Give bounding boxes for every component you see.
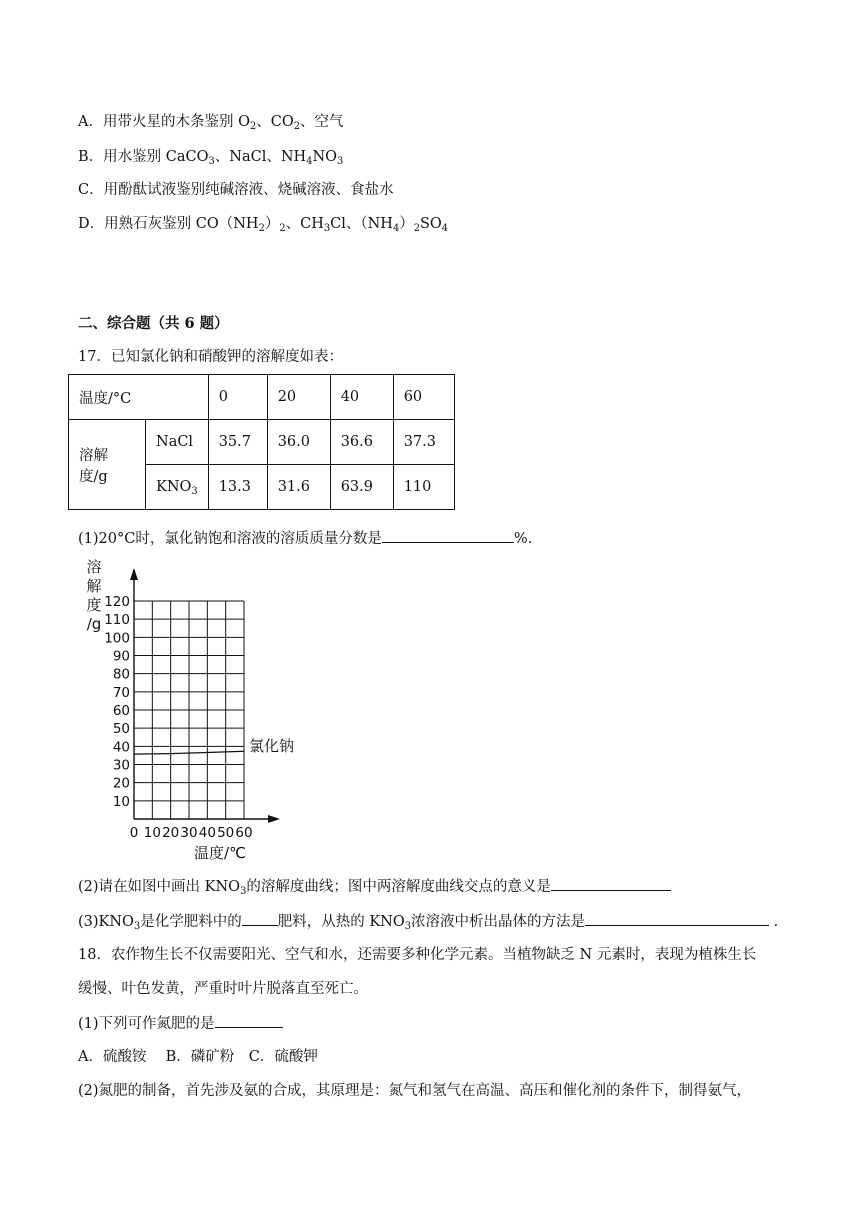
question-18-part-1: (1)下列可作氮肥的是 — [78, 1013, 283, 1034]
x-axis-label: 温度/℃ — [194, 844, 246, 862]
option-d: D．用熟石灰鉴别 $CO(NH_2)_2$、$CH_3Cl$、$(NH_4)_2SO_4$ — [78, 216, 449, 234]
y-axis-label — [86, 558, 101, 633]
answer-blank[interactable] — [382, 528, 514, 543]
y-tick-label: 20 — [112, 775, 130, 792]
y-axis-label-char: 解 — [86, 577, 102, 595]
solubility-chart — [78, 556, 308, 866]
option-a: A．用带火星的木条鉴别 $O_2$、$CO_2$、空气 — [78, 114, 344, 132]
question-17-stem: 17．已知氯化钠和硝酸钾的溶解度如表： — [78, 349, 343, 365]
question-17-part-2: (2)请在如图中画出 $KNO_3$的溶解度曲线；图中两溶解度曲线交点的意义是 — [78, 876, 671, 897]
temp-cell: 40 — [330, 375, 393, 420]
table-row — [69, 375, 455, 420]
y-axis-label-char: 度 — [86, 596, 102, 614]
value-cell: 13.3 — [208, 465, 267, 510]
answer-blank[interactable] — [585, 911, 769, 926]
question-18-line-2: 缓慢、叶色发黄，严重时叶片脱落直至死亡。 — [78, 981, 368, 997]
answer-blank[interactable] — [242, 911, 278, 926]
question-18-choices: A．硫酸铵 B．磷矿粉 C．硫酸钾 — [78, 1049, 318, 1065]
value-cell: 36.0 — [267, 420, 330, 465]
value-cell: 36.6 — [330, 420, 393, 465]
y-axis-label-char: /g — [86, 615, 102, 633]
question-18-part-2: (2)氮肥的制备，首先涉及氨的合成，其原理是：氮气和氢气在高温、高压和催化剂的条件下，制得氨气， — [78, 1083, 752, 1099]
y-tick-label: 60 — [112, 703, 130, 719]
solubility-table — [68, 374, 455, 510]
y-tick-label: 70 — [112, 684, 130, 701]
y-tick-labels — [104, 594, 130, 810]
nacl-label-cell: NaCl — [146, 420, 209, 465]
y-axis-label-char: 溶 — [86, 558, 102, 576]
option-c: C．用酚酞试液鉴别纯碱溶液、烧碱溶液、食盐水 — [78, 182, 394, 198]
x-tick-label: 20 — [162, 825, 180, 841]
solubility-label-cell: 溶解度/g — [69, 420, 146, 510]
option-b: B．用水鉴别 CaCO$_3$、NaCl、$NH_4NO_3$ — [78, 149, 344, 167]
answer-blank[interactable] — [551, 876, 671, 891]
x-tick-label: 50 — [217, 825, 235, 841]
chart-grid — [134, 601, 244, 819]
value-cell: 63.9 — [330, 465, 393, 510]
x-tick-label: 60 — [235, 825, 253, 841]
x-tick-labels — [130, 825, 253, 841]
value-cell: 35.7 — [208, 420, 267, 465]
temp-cell: 20 — [267, 375, 330, 420]
y-tick-label: 50 — [112, 721, 130, 738]
y-axis-arrow — [130, 568, 138, 580]
y-tick-label: 100 — [104, 630, 130, 647]
y-tick-label: 80 — [112, 666, 130, 683]
temp-header-cell: 温度/°C — [69, 375, 209, 420]
y-tick-label: 120 — [104, 594, 130, 610]
temp-cell: 60 — [393, 375, 454, 420]
question-17-part-1: (1)20°C时，氯化钠饱和溶液的溶质质量分数是 %. — [78, 528, 532, 549]
temp-cell: 0 — [208, 375, 267, 420]
y-tick-label: 10 — [112, 793, 130, 810]
series-label: 氯化钠 — [249, 737, 295, 756]
y-tick-label: 110 — [104, 612, 130, 629]
question-17-part-3: $(3)KNO_3$是化学肥料中的 肥料，从热的 $KNO_3$浓溶液中析出晶体的方法是 . — [78, 911, 778, 932]
value-cell: 110 — [393, 465, 454, 510]
kno3-label-cell: $KNO_3$ — [146, 465, 209, 510]
table-row — [69, 420, 455, 465]
value-cell: 37.3 — [393, 420, 454, 465]
x-tick-label: 40 — [198, 825, 216, 841]
section-title: 二、综合题（共 6 题） — [78, 315, 229, 332]
x-axis-arrow — [268, 815, 280, 823]
y-tick-label: 30 — [112, 757, 130, 774]
x-tick-label: 0 — [129, 825, 139, 841]
question-18-line-1: 18．农作物生长不仅需要阳光、空气和水，还需要多种化学元素。当植物缺乏 N 元素时，表现为植株生长 — [78, 947, 757, 963]
x-tick-label: 10 — [143, 825, 161, 841]
value-cell: 31.6 — [267, 465, 330, 510]
answer-blank[interactable] — [215, 1013, 283, 1028]
y-tick-label: 40 — [112, 739, 130, 756]
x-tick-label: 30 — [180, 825, 198, 841]
y-tick-label: 90 — [112, 648, 130, 665]
